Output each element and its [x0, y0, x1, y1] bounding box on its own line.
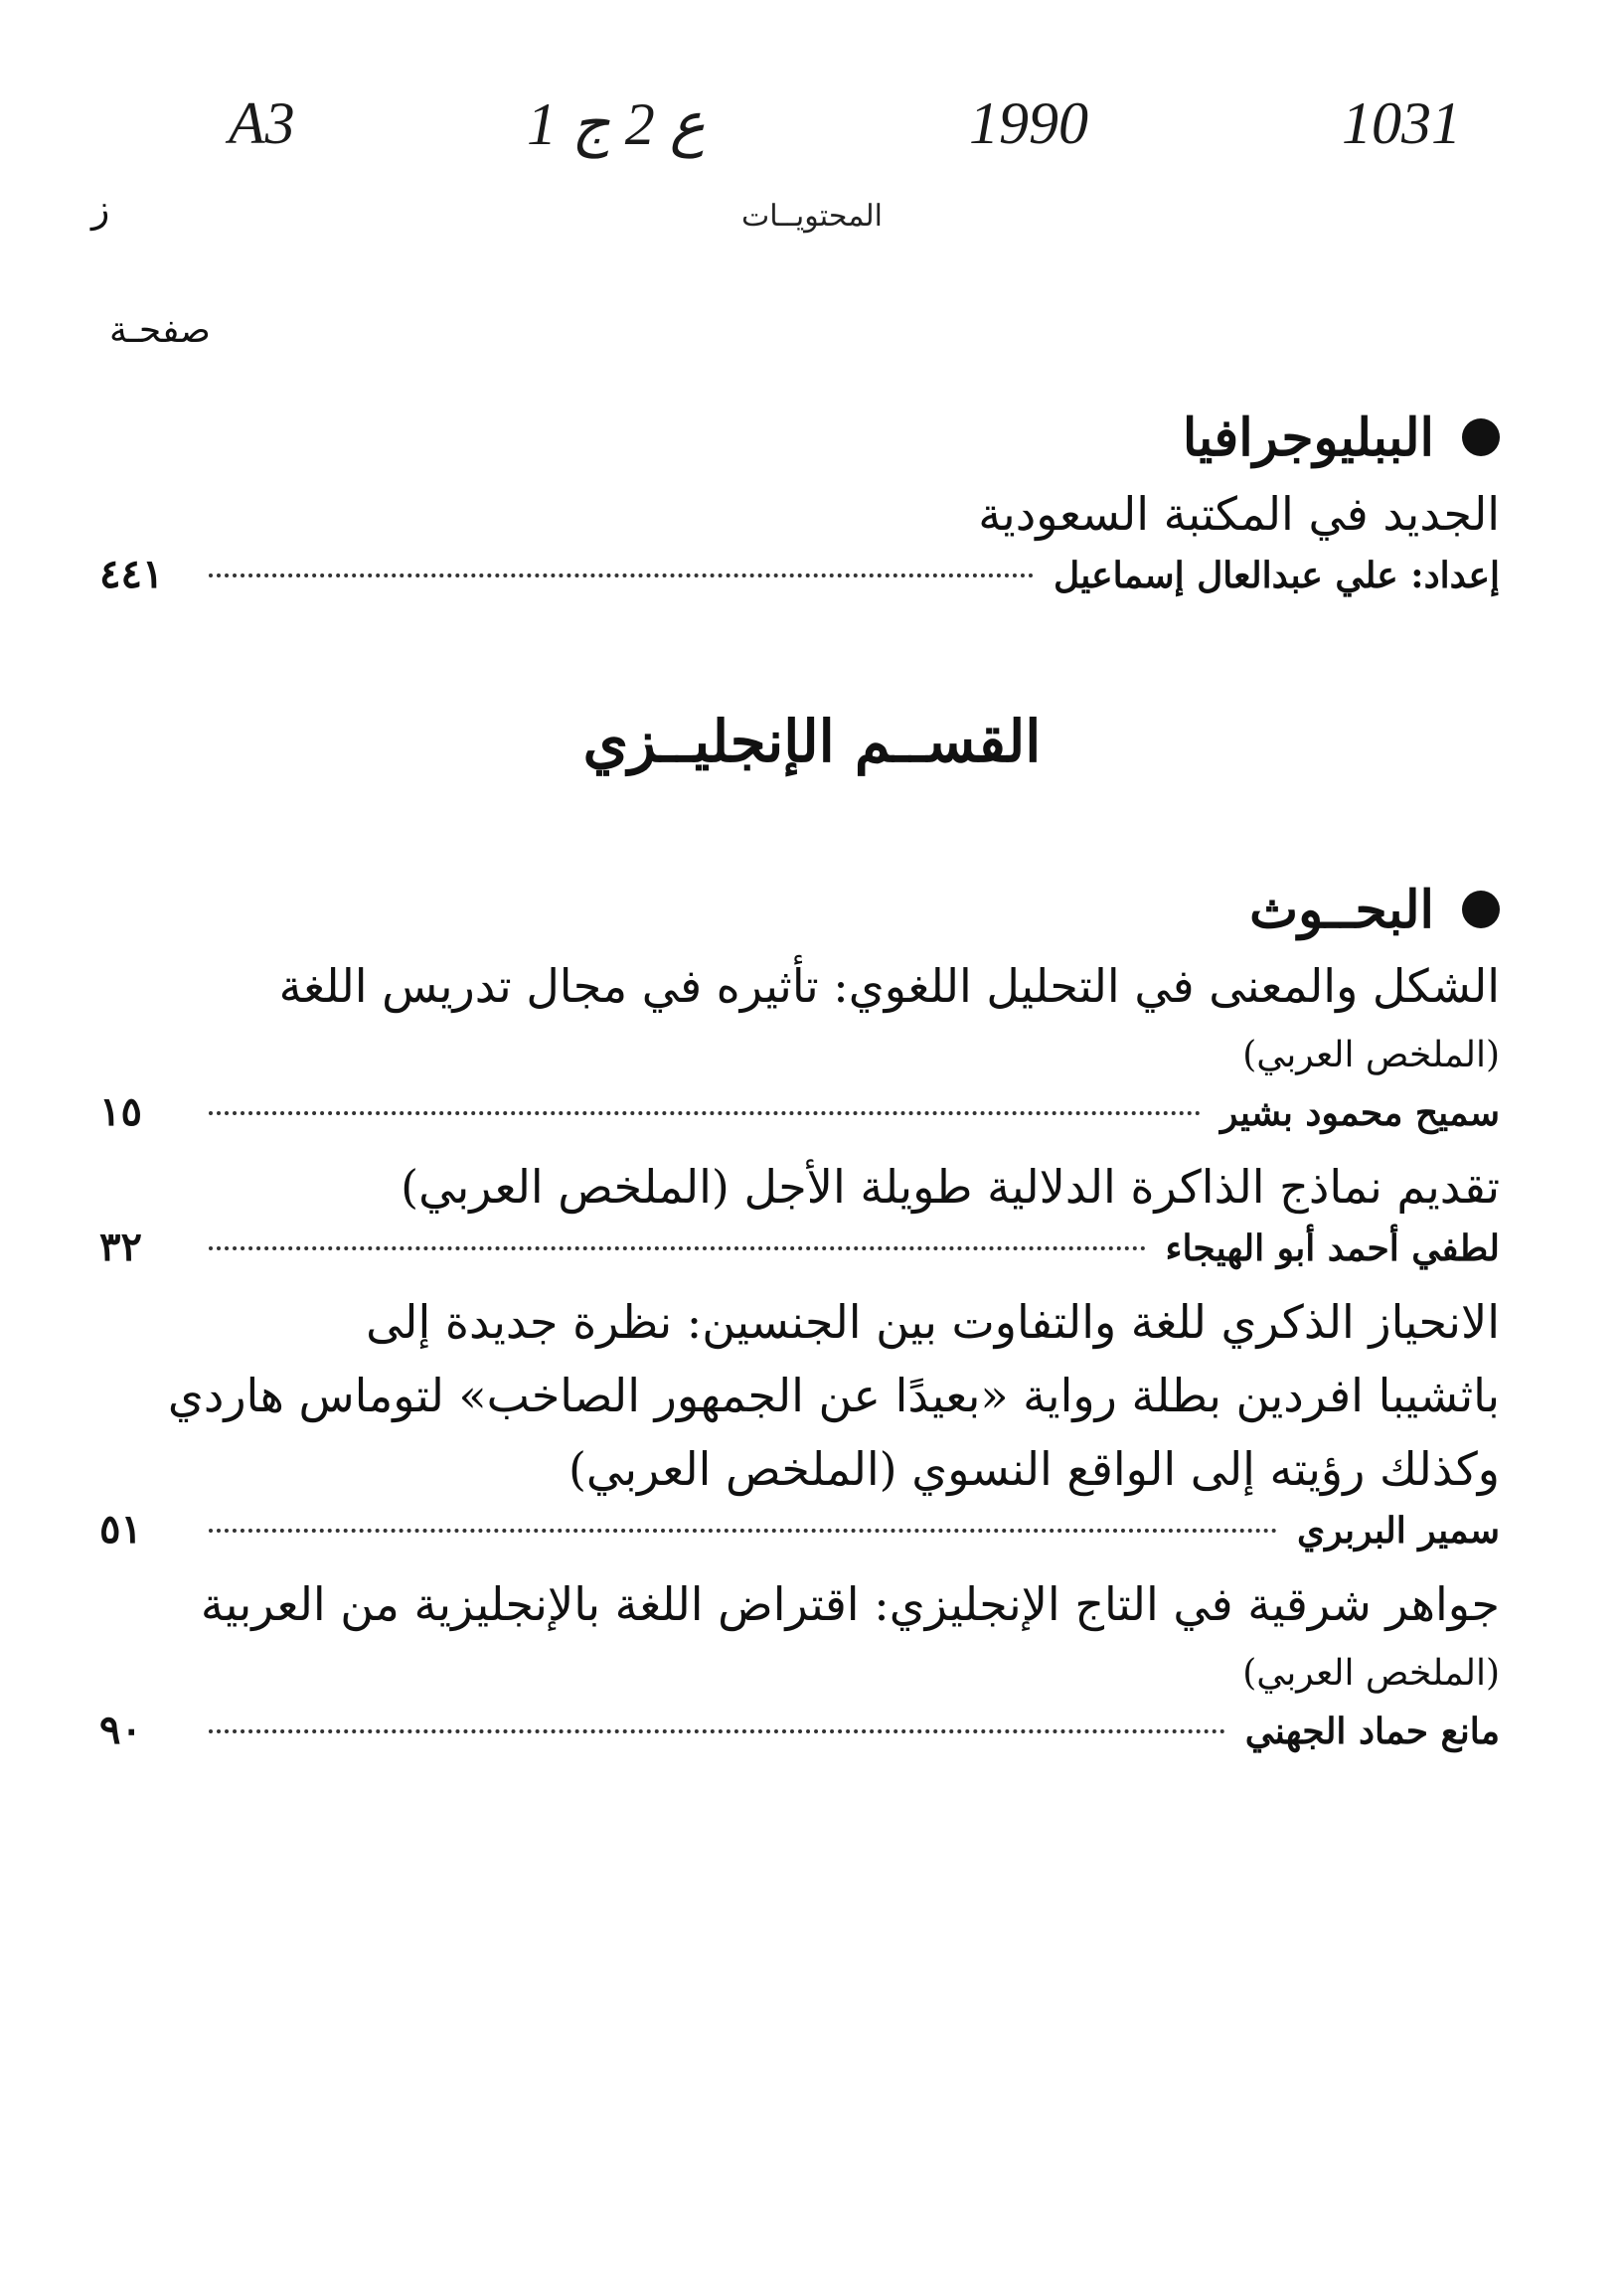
article-note: (الملخص العربي) [1242, 1035, 1500, 1075]
article-author: مانع حماد الجهني [1244, 1711, 1500, 1752]
leader-dots [209, 1111, 1201, 1115]
page-title: المحتويــات [740, 199, 884, 234]
handwritten-issue: 1 ع 2 ج [527, 91, 706, 157]
article-1 [99, 949, 1500, 1150]
article-entry [99, 1088, 1500, 1150]
article-page: ٥١ [99, 1506, 142, 1553]
page-column-label: صفحـة [109, 310, 211, 351]
bibliography-title: الجديد في المكتبة السعودية [978, 487, 1500, 541]
article-entry [99, 1224, 1500, 1285]
article-4 [99, 1567, 1500, 1768]
page-letter: ز [91, 187, 110, 231]
article-3 [99, 1285, 1500, 1567]
bibliography-author: إعداد: علي عبدالعال إسماعيل [1054, 555, 1500, 596]
article-author: سميح محمود بشير [1220, 1092, 1500, 1134]
research-section [99, 870, 1500, 1768]
handwritten-number: 1031 [1342, 90, 1461, 156]
bibliography-heading [99, 398, 1500, 477]
article-title-line: جواهر شرقية في التاج الإنجليزي: اقتراض اللغة بالإنجليزية من العربية [200, 1577, 1500, 1631]
bibliography-entry [99, 551, 1500, 612]
bullet-icon [1462, 418, 1500, 456]
leader-dots [209, 573, 1034, 577]
bibliography-section [99, 398, 1500, 612]
article-title-line: باثشيبا افردين بطلة رواية «بعيدًا عن الجمهور الصاخب» لتوماس هاردي [167, 1369, 1500, 1422]
article-page: ٩٠ [99, 1707, 142, 1753]
article-author: لطفي أحمد أبو الهيجاء [1165, 1227, 1500, 1269]
leader-dots [209, 1729, 1225, 1733]
article-title-line: الانحياز الذكري للغة والتفاوت بين الجنسين: نظرة جديدة إلى [366, 1295, 1500, 1349]
english-section-title: القســم الإنجليــزي [582, 708, 1042, 775]
article-author: سمير البربري [1297, 1510, 1500, 1552]
article-page: ١٥ [99, 1088, 142, 1135]
research-heading [99, 870, 1500, 949]
article-title-line: وكذلك رؤيته إلى الواقع النسوي (الملخص العربي) [568, 1442, 1500, 1496]
article-entry [99, 1506, 1500, 1567]
article-2 [99, 1150, 1500, 1285]
bibliography-page: ٤٤١ [99, 551, 164, 597]
bullet-icon [1462, 891, 1500, 928]
article-note: (الملخص العربي) [1242, 1653, 1500, 1694]
research-heading-text: البحــوث [1249, 879, 1434, 940]
leader-dots [209, 1529, 1277, 1533]
leader-dots [209, 1246, 1146, 1250]
bibliography-heading-text: الببليوجرافيا [1182, 407, 1434, 468]
article-page: ٣٢ [99, 1224, 142, 1270]
handwritten-year: 1990 [969, 90, 1088, 156]
article-entry [99, 1707, 1500, 1768]
article-title-line: تقديم نماذج الذاكرة الدلالية طويلة الأجل (الملخص العربي) [401, 1160, 1500, 1214]
article-title-line: الشكل والمعنى في التحليل اللغوي: تأثيره في مجال تدريس اللغة [278, 959, 1500, 1013]
handwritten-ref-code: A3 [229, 90, 295, 156]
